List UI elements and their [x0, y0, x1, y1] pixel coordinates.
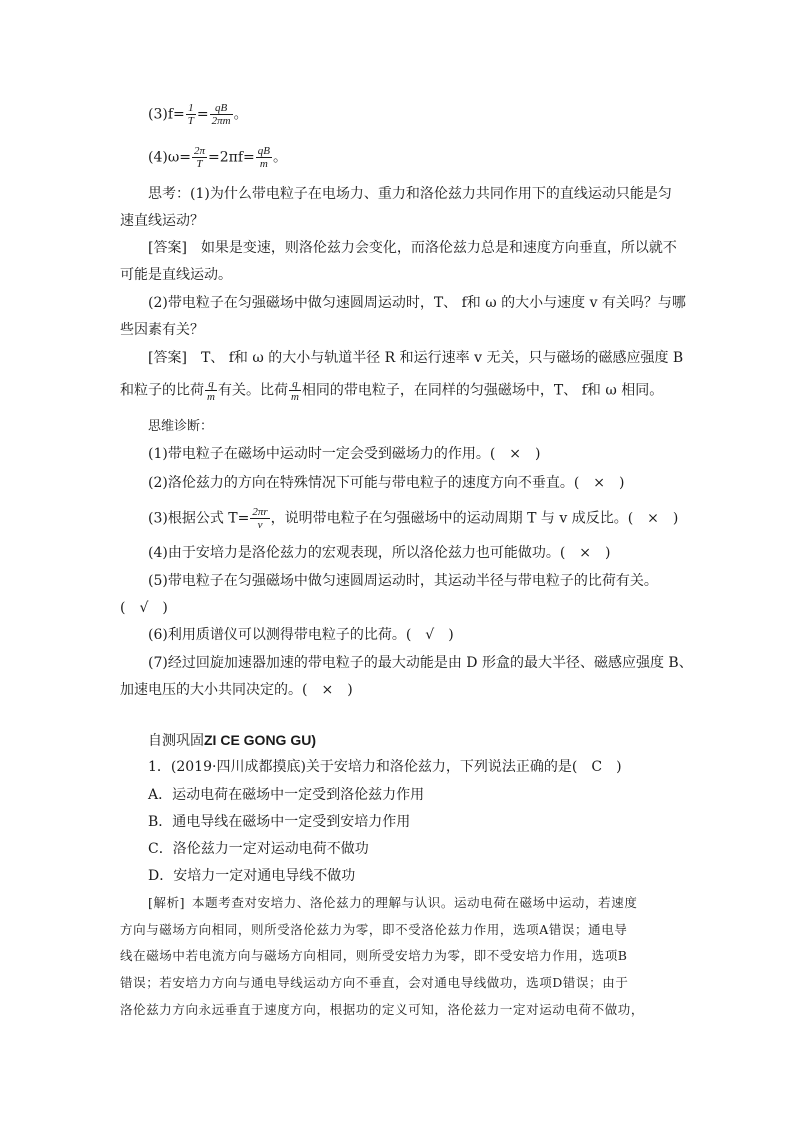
period-mark: 。	[273, 149, 287, 166]
formula-w-label: (4)ω=	[148, 149, 191, 166]
fraction-period	[250, 506, 269, 531]
explanation-line-4: 错误；若安培力方向与通电导线运动方向不垂直，会对通电导线做功，选项D错误；由于	[120, 975, 629, 990]
equals-sign: =	[196, 106, 209, 123]
fraction	[186, 102, 196, 127]
numerator: 2π	[193, 145, 205, 157]
answer-2-text-c: 相同的带电粒子，在同样的匀强磁场中，T、 f和 ω 相同。	[301, 382, 664, 399]
numerator: 2πr	[252, 506, 268, 518]
explanation-line-3: 线在磁场中若电流方向与磁场方向相同，则所受安培力为零，即不受安培力作用，选项B	[120, 948, 628, 963]
numerator: q	[205, 378, 217, 391]
selftest-title	[148, 730, 316, 751]
formula-f-label: (3)f=	[148, 106, 185, 123]
answer-2-line1	[148, 348, 683, 368]
option-c: C．洛伦兹力一定对运动电荷不做功	[148, 841, 369, 857]
explanation-line-1	[148, 890, 637, 916]
item-3-text-a: (3)根据公式 T=	[148, 510, 250, 527]
fraction	[192, 145, 207, 170]
item-3-text-b: ，说明带电粒子在匀强磁场中的运动周期 T 与 v 成反比。( × )	[270, 510, 679, 527]
selftest-title-pinyin: ZI CE GONG GU)	[204, 732, 316, 748]
diagnosis-item-1: (1)带电粒子在磁场中运动时一定会受到磁场力的作用。( × )	[148, 446, 541, 462]
fraction	[256, 145, 272, 170]
explanation-text: 本题考查对安培力、洛伦兹力的理解与认识。运动电荷在磁场中运动，若速度	[192, 895, 638, 910]
denominator: T	[187, 115, 194, 127]
denominator: v	[257, 519, 263, 531]
explanation-line-2: 方向与磁场方向相同，则所受洛伦兹力为零，即不受洛伦兹力作用，选项A错误；通电导	[120, 922, 628, 937]
answer-1-line2: 可能是直线运动。	[120, 267, 232, 283]
denominator: m	[259, 158, 268, 170]
question-1: 1．(2019·四川成都摸底)关于安培力和洛伦兹力，下列说法正确的是( C )	[148, 759, 622, 775]
formula-mid: =2πf=	[208, 149, 255, 166]
explanation-tag: [解析]	[148, 895, 186, 910]
answer-1-text: 如果是变速，则洛伦兹力会变化，而洛伦兹力总是和速度方向垂直，所以就不	[200, 240, 677, 256]
period-mark: 。	[233, 106, 248, 123]
answer-tag: [答案]	[148, 350, 187, 366]
answer-2-text: T、 f和 ω 的大小与轨道半径 R 和运行速率 v 无关，只与磁场的磁感应强度 B	[200, 350, 684, 366]
option-d: D．安培力一定对通电导线不做功	[148, 868, 356, 884]
selftest-title-cn: 自测巩固	[148, 733, 204, 749]
formula-frequency	[148, 102, 248, 127]
think-question-1-line1: 思考：(1)为什么带电粒子在电场力、重力和洛伦兹力共同作用下的直线运动只能是匀	[148, 186, 672, 202]
fraction-charge-mass	[289, 378, 301, 403]
answer-2-line2	[120, 378, 663, 403]
fraction-charge-mass	[205, 378, 217, 403]
numerator: 1	[186, 102, 196, 115]
diagnosis-item-5-line2: ( √ )	[120, 600, 168, 616]
diagnosis-title: 思维诊断：	[148, 419, 214, 434]
explanation-line-5: 洛伦兹力方向永远垂直于速度方向，根据功的定义可知，洛伦兹力一定对运动电荷不做功，	[120, 1002, 645, 1017]
answer-2-text-a: 和粒子的比荷	[120, 382, 204, 399]
formula-angular-velocity	[148, 145, 287, 170]
answer-tag: [答案]	[148, 240, 187, 256]
diagnosis-item-6: (6)利用质谱仪可以测得带电粒子的比荷。( √ )	[148, 627, 454, 643]
numerator: qB	[210, 102, 233, 115]
denominator: m	[290, 391, 299, 403]
diagnosis-item-2: (2)洛伦兹力的方向在特殊情况下可能与带电粒子的速度方向不垂直。( × )	[148, 475, 625, 491]
option-b: B．通电导线在磁场中一定受到安培力作用	[148, 814, 411, 830]
option-a: A．运动电荷在磁场中一定受到洛伦兹力作用	[148, 787, 425, 803]
think-question-2-line1: (2)带电粒子在匀强磁场中做匀速圆周运动时，T、 f和 ω 的大小与速度 v 有关吗？与哪	[148, 295, 686, 311]
numerator: qB	[257, 145, 270, 157]
answer-2-text-b: 有关。比荷	[217, 382, 288, 399]
fraction	[210, 102, 233, 127]
diagnosis-item-3	[148, 506, 678, 531]
denominator: 2πm	[211, 115, 231, 127]
diagnosis-item-7-line2: 加速电压的大小共同决定的。( × )	[120, 682, 353, 698]
denominator: m	[207, 391, 215, 403]
denominator: T	[196, 158, 203, 170]
answer-1-line1	[148, 238, 677, 258]
think-question-2-line2: 些因素有关？	[120, 322, 204, 338]
think-question-1-line2: 速直线运动？	[120, 213, 204, 229]
diagnosis-item-7-line1: (7)经过回旋加速器加速的带电粒子的最大动能是由 D 形盒的最大半径、磁感应强度 B、	[148, 655, 693, 671]
diagnosis-item-4: (4)由于安培力是洛伦兹力的宏观表现，所以洛伦兹力也可能做功。( × )	[148, 545, 611, 561]
numerator: q	[289, 378, 301, 391]
diagnosis-item-5-line1: (5)带电粒子在匀强磁场中做匀速圆周运动时，其运动半径与带电粒子的比荷有关。	[148, 573, 658, 589]
